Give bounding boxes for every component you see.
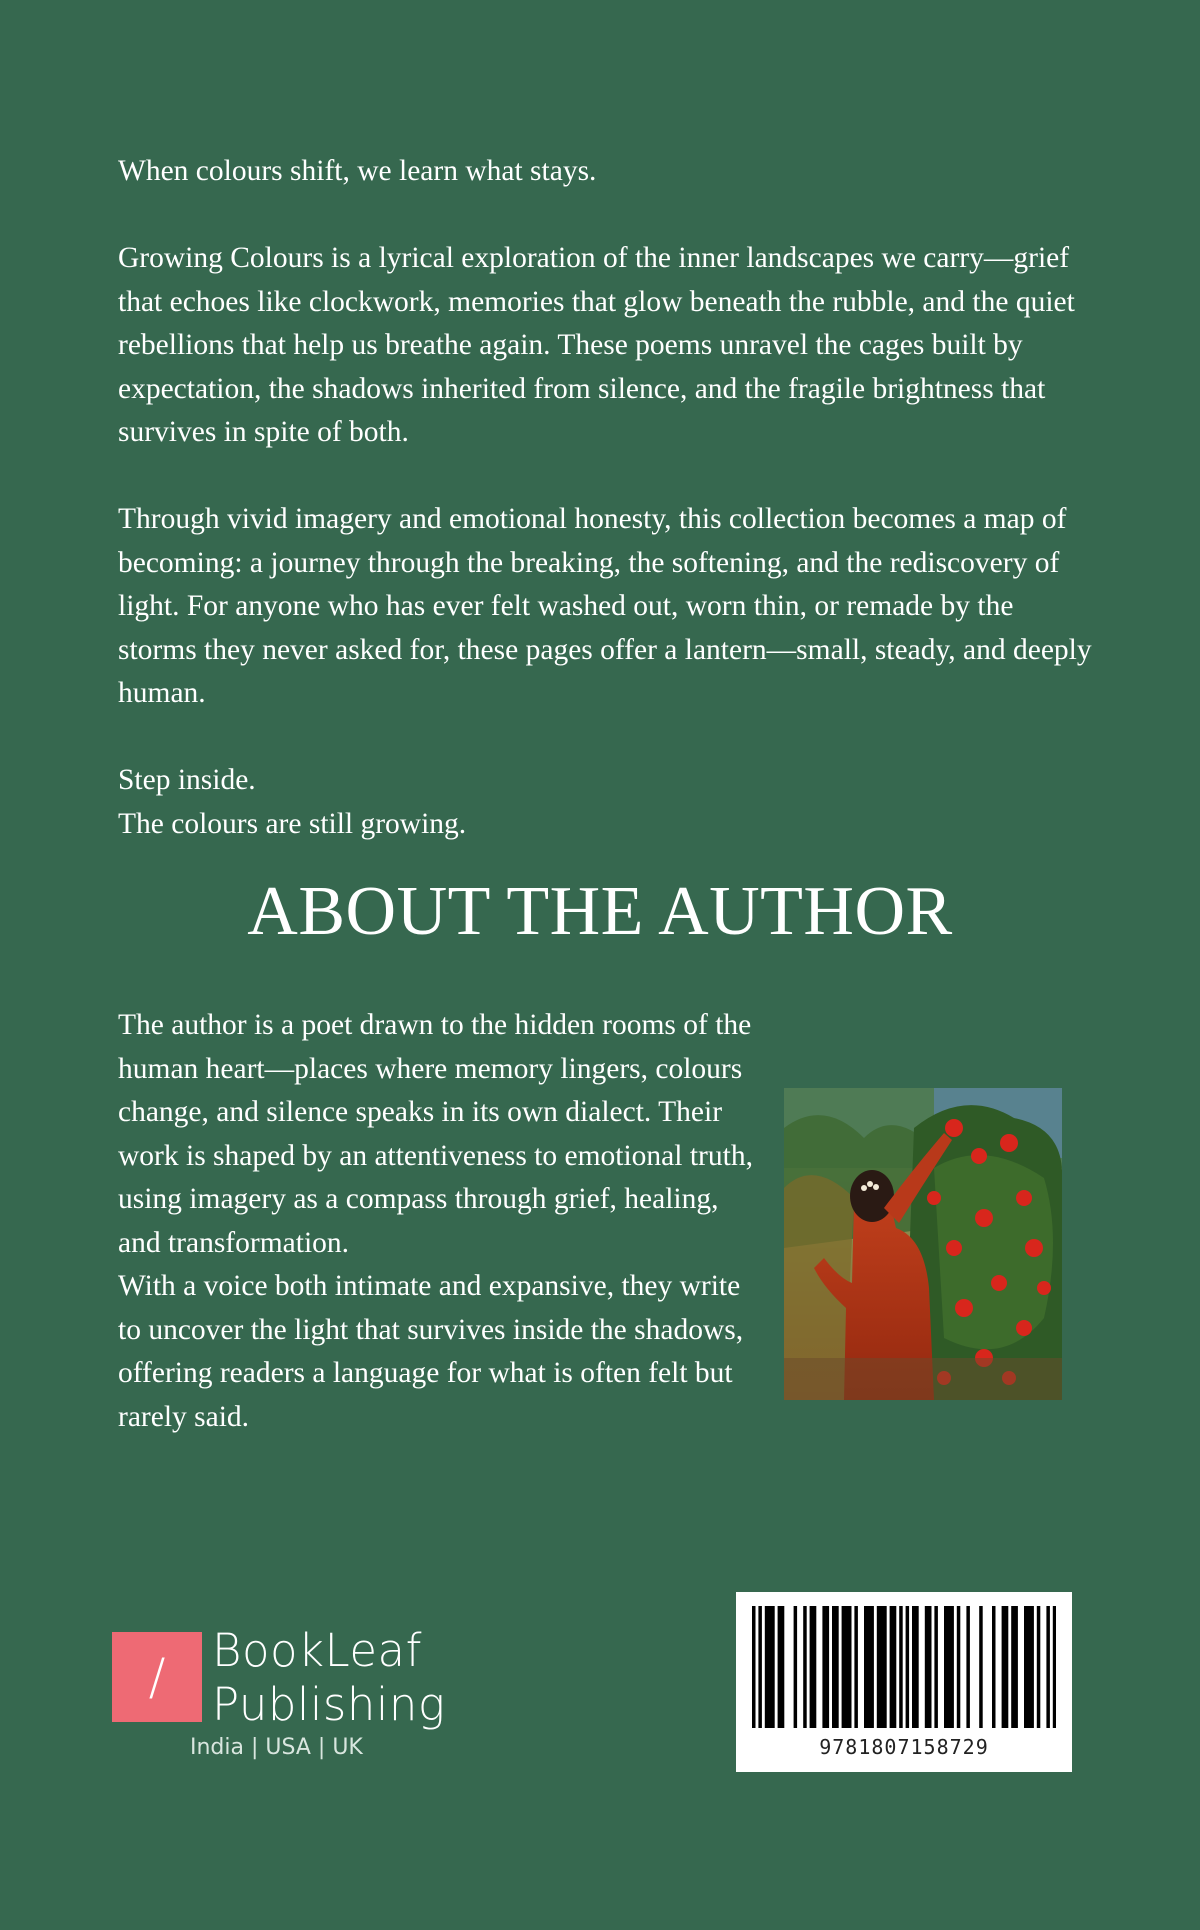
barcode-bar xyxy=(1037,1606,1041,1728)
barcode-bar xyxy=(822,1606,826,1728)
barcode-bar xyxy=(765,1606,769,1728)
blurb-paragraph: Growing Colours is a lyrical exploration of the inner landscapes we carry—grief that echoes like clockwork, memories that glow beneath the rubble, and the quiet rebellions that help us breathe again. These poems unravel the cages built by expectation, the shadows inherited from silence, and the fragile brightness that survives in spite of both. xyxy=(118,242,1075,448)
barcode-bar xyxy=(893,1606,897,1728)
barcode-bar xyxy=(842,1606,846,1728)
barcode-bar xyxy=(867,1606,871,1728)
barcode-bar xyxy=(845,1606,849,1728)
barcode-bar xyxy=(768,1606,772,1728)
blurb-closing xyxy=(118,759,1098,846)
barcode-bar xyxy=(944,1606,948,1728)
barcode-bar xyxy=(1014,1606,1018,1728)
publisher-regions: India | USA | UK xyxy=(190,1735,363,1760)
isbn-number: 9781807158729 xyxy=(819,1735,989,1759)
barcode-bar xyxy=(810,1606,814,1728)
barcode-bar xyxy=(950,1606,954,1728)
barcode-bar xyxy=(752,1606,756,1728)
barcode-bar xyxy=(848,1606,852,1728)
barcode-bar xyxy=(758,1606,762,1728)
author-bio-paragraph: With a voice both intimate and expansive, they write to uncover the light that survives inside the shadows, offering readers a language for what is often felt but rarely said. xyxy=(118,1270,744,1433)
barcode-bar xyxy=(912,1606,916,1728)
barcode-bar xyxy=(1005,1606,1009,1728)
publisher-name-line: Publishing xyxy=(212,1678,446,1731)
barcode-bar xyxy=(1011,1606,1015,1728)
barcode-bar xyxy=(794,1606,798,1728)
barcode-bar xyxy=(870,1606,874,1728)
barcode-bar xyxy=(1002,1606,1006,1728)
barcode-bar xyxy=(1027,1606,1031,1728)
barcode-bar xyxy=(992,1606,996,1728)
slash-icon: / xyxy=(148,1648,166,1706)
barcode-bar xyxy=(925,1606,929,1728)
barcode-bar xyxy=(877,1606,881,1728)
author-bio-paragraph: The author is a poet drawn to the hidden rooms of the human heart—places where memory lingers, colours change, and silence speaks in its own dialect. Their work is shaped by an attentiveness to emotional truth, using imagery as a compass through grief, healing, and transformation. xyxy=(118,1009,753,1259)
about-author-heading: ABOUT THE AUTHOR xyxy=(247,873,953,950)
barcode-bar xyxy=(947,1606,951,1728)
barcode-bar xyxy=(906,1606,910,1728)
barcode-bar xyxy=(1024,1606,1028,1728)
book-blurb xyxy=(118,150,1098,846)
blurb-closing-line: The colours are still growing. xyxy=(118,807,467,840)
publisher-logo xyxy=(112,1624,452,1770)
barcode-bar xyxy=(883,1606,887,1728)
barcode-bar xyxy=(966,1606,970,1728)
barcode-bar xyxy=(1053,1606,1056,1728)
barcode-bar xyxy=(880,1606,884,1728)
barcode-bar xyxy=(835,1606,839,1728)
barcode-bar xyxy=(813,1606,817,1728)
blurb-tagline: When colours shift, we learn what stays. xyxy=(118,155,597,187)
publisher-name-line: BookLeaf xyxy=(212,1624,422,1677)
publisher-name xyxy=(212,1624,445,1732)
barcode-bar xyxy=(890,1606,894,1728)
barcode-bar xyxy=(1030,1606,1034,1728)
barcode-bar xyxy=(854,1606,858,1728)
blurb-paragraph: Through vivid imagery and emotional honesty, this collection becomes a map of becoming: a journey through the breaking, the softening, and the rediscovery of light. For anyone who has ever felt washed out, worn thin, or remade by the storms they never asked for, these pages offer a lantern—small, steady, and deeply human. xyxy=(118,503,1092,709)
blurb-closing-line: Step inside. xyxy=(118,764,256,796)
barcode-bar xyxy=(928,1606,932,1728)
barcode-bar xyxy=(832,1606,836,1728)
barcode-bar xyxy=(1046,1606,1050,1728)
barcode-bar xyxy=(781,1606,785,1728)
author-photo xyxy=(784,1088,1062,1400)
barcode-bar xyxy=(899,1606,903,1728)
barcode-bars xyxy=(752,1606,1056,1732)
author-bio xyxy=(118,1004,758,1439)
barcode-bar xyxy=(771,1606,775,1728)
barcode-bar xyxy=(826,1606,830,1728)
barcode-bar xyxy=(864,1606,868,1728)
publisher-logo-mark xyxy=(112,1632,202,1722)
barcode-bar xyxy=(979,1606,983,1728)
isbn-barcode xyxy=(736,1592,1072,1772)
barcode-bar xyxy=(957,1606,961,1728)
barcode-bar xyxy=(778,1606,782,1728)
barcode-bar xyxy=(934,1606,938,1728)
barcode-bar xyxy=(915,1606,919,1728)
barcode-bar xyxy=(803,1606,807,1728)
author-photo-image xyxy=(784,1088,1062,1400)
